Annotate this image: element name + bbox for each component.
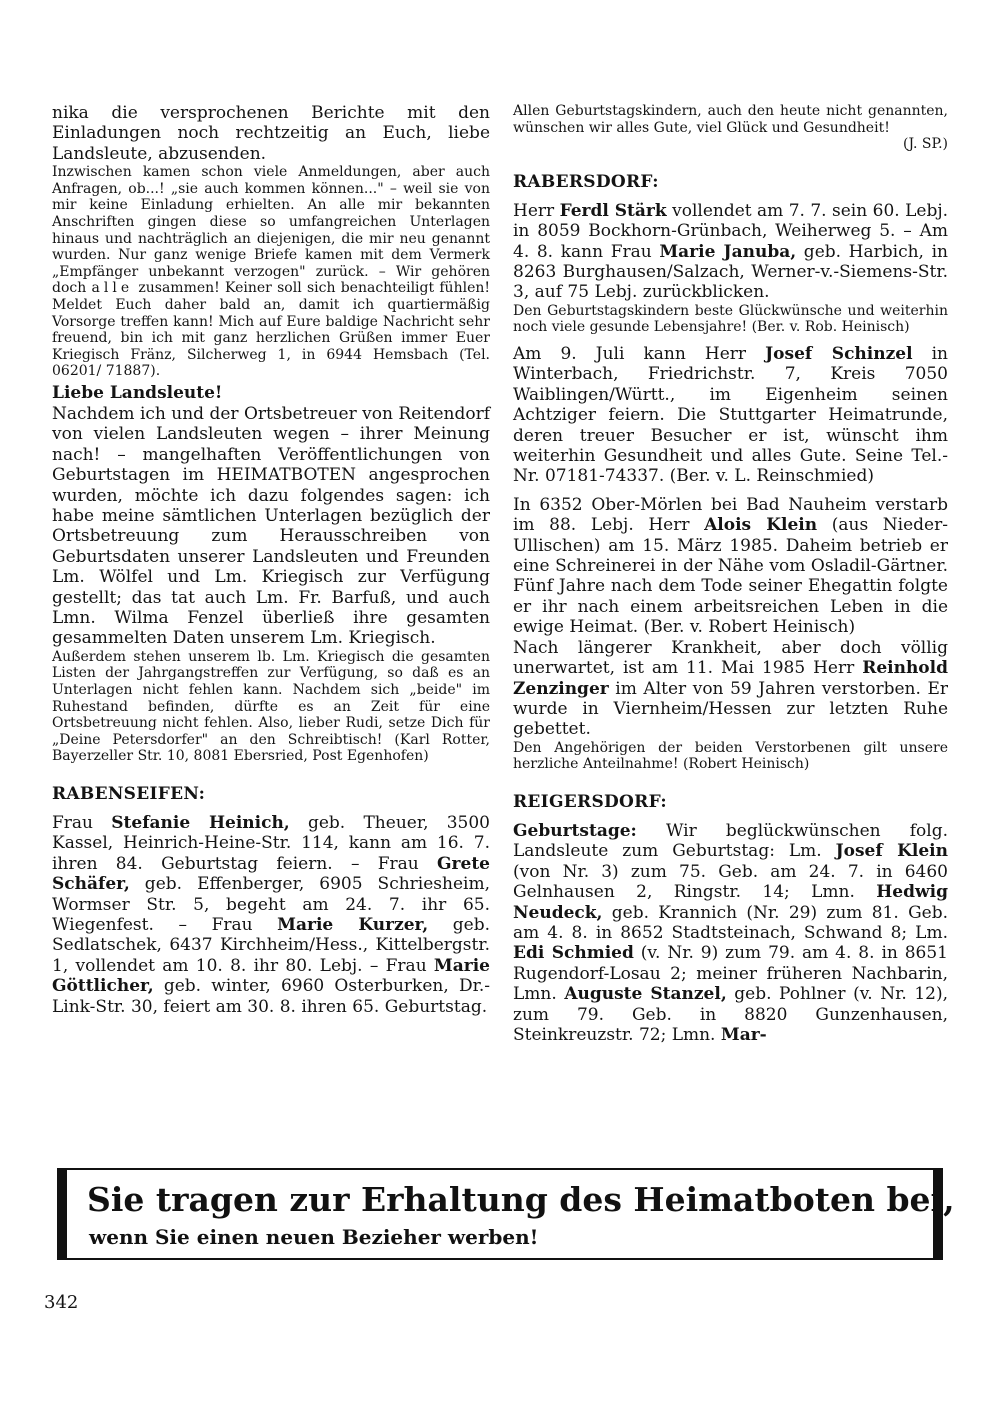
spaced-word: alle — [91, 280, 134, 297]
person-name: Josef Klein — [835, 841, 948, 862]
label-geburtstage: Geburtstage: — [513, 820, 637, 841]
section-heading-rabenseifen: RABENSEIFEN: — [52, 783, 206, 804]
left-column — [52, 103, 490, 1017]
person-name: Auguste Stanzel, — [564, 984, 727, 1005]
right-column — [513, 103, 948, 1045]
banner-headline: Sie tragen zur Erhaltung des Heimatboten bei, — [87, 1180, 955, 1219]
page-number: 342 — [44, 1292, 79, 1313]
person-name: Grete Schäfer, — [52, 853, 490, 895]
paragraph-zenzinger: Nach längerer Krankheit, aber doch völlig unerwartet, ist am 11. Mai 1985 Herr Reinhold Zenzinger im Alter von 59 Jahren verstorben. Er wurde in Viernheim/Hessen zur letzten Ruhe gebettet. — [513, 637, 948, 740]
paragraph-invitations: nika die versprochenen Berichte mit den Einladungen noch rechtzeitig an Euch, liebe Landsleute, abzusenden. — [52, 103, 490, 164]
person-name: Edi Schmied — [513, 943, 634, 964]
section-heading-reigersdorf: REIGERSDORF: — [513, 791, 667, 812]
person-name: Alois Klein — [704, 515, 818, 536]
credit-line: (J. SP.) — [903, 136, 948, 153]
paragraph-schinzel: Am 9. Juli kann Herr Josef Schinzel in Winterbach, Friedrichstr. 7, Kreis 7050 Waiblingen/Württ., im Eigenheim seinen Achtziger feiern. Die Stuttgarter Heimatrunde, deren treuer Besucher er ist, wünscht ihm weiterhin Gesundheit und alles Gute. Seine Tel.-Nr. 07181-74337. (Ber. v. L. Reinschmied) — [513, 344, 949, 487]
paragraph-registrations: Inzwischen kamen schon viele Anmeldungen, aber auch Anfragen, ob...! „sie auch kommen können..." – weil sie von mir keine Einladung erhielten. An alle mir bekannten Anschriften gingen diese so umfangreichen Unterlagen hinaus und nachträglich an diejenigen, die mir neu genannt wurden. Nur ganz wenige Briefe kamen mit dem Vermerk „Empfänger unbekannt verzogen" zurück. – Wir gehören doch alle zusammen! Keiner soll sich benachteiligt fühlen! Meldet Euch daher bald an, damit ich quartiermäßig Vorsorge treffen kann! Mich auf Eure baldige Nachricht sehr freuend, bin ich mit ganz herzlichen Grüßen immer Euer Kriegisch Fränz, Silcherweg 1, in 6944 Hemsbach (Tel. 06201/ 71887). — [52, 164, 490, 380]
paragraph-birthday-wishes: Allen Geburtstagskindern, auch den heute nicht genannten, wünschen wir alles Gute, viel Glück und Gesundheit! — [513, 103, 948, 136]
person-name: Stefanie Heinich, — [111, 812, 290, 833]
paragraph-klein: In 6352 Ober-Mörlen bei Bad Nauheim verstarb im 88. Lebj. Herr Alois Klein (aus Nieder-Ullischen) am 15. März 1985. Daheim betrieb er eine Schreinerei in der Nähe vom Osladil-Gärtner. Fünf Jahre nach dem Tode seiner Ehegattin folgte er ihr nach einem arbeitsreichen Leben in die ewige Heimat. (Ber. v. Robert Heinisch) — [513, 494, 948, 638]
person-name: Ferdl Stärk — [559, 200, 667, 221]
person-name: Marie Göttlicher, — [52, 955, 490, 997]
person-name: Mar- — [720, 1024, 767, 1045]
paragraph-reigersdorf: Geburtstage: Wir beglückwünschen folg. Landsleute zum Geburtstag: Lm. Josef Klein (von Nr. 3) zum 75. Geb. am 24. 7. in 6460 Gelnhausen 2, Ringstr. 14; Lmn. Hedwig Neudeck, geb. Krannich (Nr. 29) zum 81. Geb. am 4. 8. in 8652 Stadtsteinach, Schwand 8; Lm. Edi Schmied (v. Nr. 9) zum 79. am 4. 8. in 8651 Rugendorf-Losau 2; meiner früheren Nachbarin, Lmn. Auguste Stanzel, geb. Pohlner (v. Nr. 12), zum 79. Geb. in 8820 Gunzenhausen, Steinkreuzstr. 72; Lmn. Mar- — [513, 820, 948, 1045]
person-name: Hedwig Neudeck, — [513, 882, 948, 923]
person-name: Josef Schinzel — [765, 344, 913, 364]
paragraph-rabersdorf-wish: Den Geburtstagskindern beste Glückwünsche und weiterhin noch viele gesunde Lebensjahre! (Ber. v. Rob. Heinisch) — [513, 302, 948, 336]
paragraph-lists: Außerdem stehen unserem lb. Lm. Kriegisch die gesamten Listen der Jahrgangstreffen zur Verfügung, so daß es an Unterlagen nicht fehlen kann. Nachdem sich „beide" im Ruhestand befinden, dürfte es an Zeit für eine Ortsbetreuung nicht fehlen. Also, lieber Rudi, setze Dich für „Deine Petersdorfer" an den Schreibtisch! (Karl Rotter, Bayerzeller Str. 10, 8081 Ebersried, Post Egenhofen) — [52, 648, 490, 765]
person-name: Reinhold Zenzinger — [513, 658, 948, 699]
paragraph-rabersdorf: Herr Ferdl Stärk vollendet am 7. 7. sein 60. Lebj. in 8059 Bockhorn-Grünbach, Weiherweg 5. – Am 4. 8. kann Frau Marie Januba, geb. Harbich, in 8263 Burghausen/Salzach, Werner-v.-Siemens-Str. 3, auf 75 Lebj. zurückblicken. — [513, 200, 948, 303]
person-name: Marie Kurzer, — [277, 915, 429, 935]
paragraph-condolence: Den Angehörigen der beiden Verstorbenen gilt unsere herzliche Anteilnahme! (Robert Heinisch) — [513, 739, 948, 773]
paragraph-records: Nachdem ich und der Ortsbetreuer von Reitendorf von vielen Landsleuten wegen – ihrer Meinung nach! – mangelhaften Veröffentlichungen von Geburtstagen im HEIMATBOTEN angesprochen wurden, möchte ich dazu folgendes sagen: ich habe meine sämtlichen Unterlagen bezüglich der Ortsbetreuung zum Herausschreiben von Geburtsdaten unserer Landsleuten und Freunden Lm. Wölfel und Lm. Kriegisch zur Verfügung gestellt; das tat auch Lm. Fr. Barfuß, und auch Lmn. Wilma Fenzel überließ ihre gesamten gesammelten Daten unserem Lm. Kriegisch. — [52, 403, 490, 649]
subscription-banner — [57, 1168, 955, 1260]
subheading-liebe-landsleute: Liebe Landsleute! — [52, 382, 223, 403]
banner-subline: wenn Sie einen neuen Bezieher werben! — [89, 1225, 539, 1249]
paragraph-rabenseifen: Frau Stefanie Heinich, geb. Theuer, 3500 Kassel, Heinrich-Heine-Str. 114, kann am 16. 7. ihren 84. Geburtstag feiern. – Frau Grete Schäfer, geb. Effenberger, 6905 Schriesheim, Wormser Str. 5, begeht am 24. 7. ihr 65. Wiegenfest. – Frau Marie Kurzer, geb. Sedlatschek, 6437 Kirchheim/Hess., Kittelbergstr. 1, vollendet am 10. 8. ihr 80. Lebj. – Frau Marie Göttlicher, geb. winter, 6960 Osterburken, Dr.-Link-Str. 30, feiert am 30. 8. ihren 65. Geburtstag. — [52, 812, 490, 1017]
person-name: Marie Januba, — [659, 241, 797, 262]
section-heading-rabersdorf: RABERSDORF: — [513, 171, 659, 192]
